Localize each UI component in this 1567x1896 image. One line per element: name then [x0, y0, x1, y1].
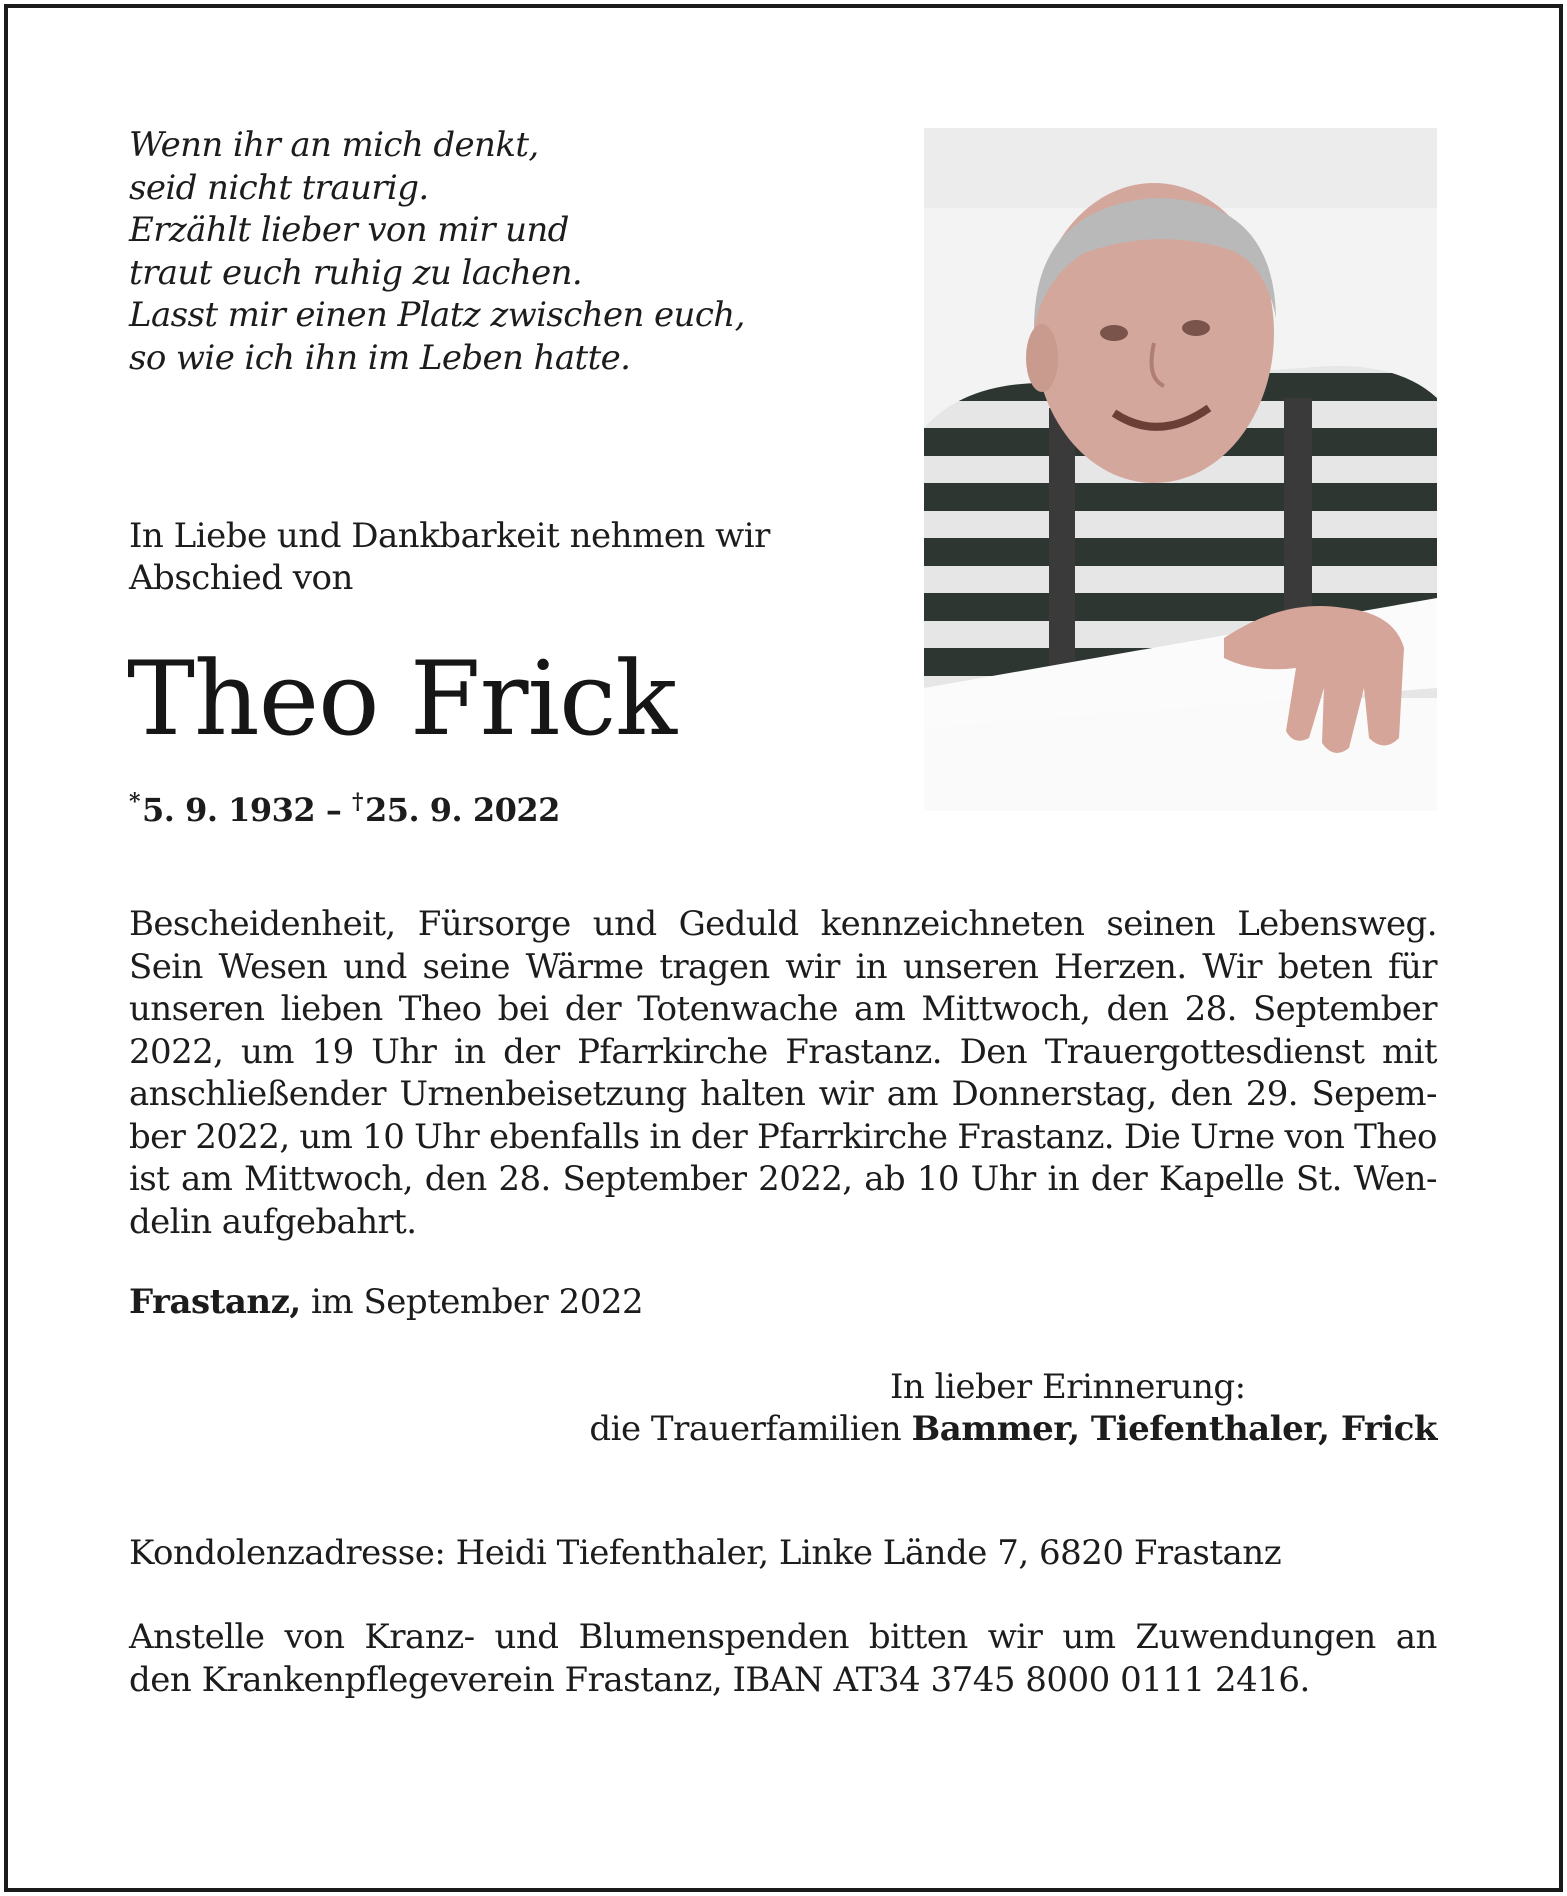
word: für	[1387, 946, 1437, 987]
word: am	[886, 1074, 939, 1114]
birth-date: 5. 9. 1932	[142, 791, 316, 829]
portrait-photo	[924, 128, 1437, 811]
donation-line	[129, 1616, 1437, 1659]
body-line	[129, 1073, 1437, 1116]
memory-heading: In lieber Erinnerung:	[890, 1367, 1246, 1407]
word: Uhr	[970, 1159, 1036, 1199]
body-line	[129, 946, 1437, 989]
word: 28.	[1184, 989, 1237, 1029]
body-line: delin aufgebahrt.	[129, 1201, 417, 1242]
word: von	[1284, 1116, 1345, 1157]
word: Wir	[1202, 946, 1262, 987]
word: Blumenspenden	[578, 1617, 849, 1657]
word: Urnenbeisetzung	[399, 1074, 687, 1114]
word: St.	[1295, 1159, 1342, 1199]
word: Wärme	[525, 946, 644, 987]
word: Fürsorge	[417, 904, 571, 944]
word: seinen	[1106, 904, 1216, 944]
word: am	[853, 989, 906, 1029]
word: ber	[129, 1116, 186, 1157]
word: und	[343, 946, 407, 987]
word: den	[1170, 1074, 1233, 1114]
word: Zuwendungen	[1135, 1617, 1376, 1657]
word: Frastanz.	[957, 1116, 1114, 1157]
word: von	[284, 1617, 345, 1657]
life-dates	[129, 777, 560, 835]
word: Wesen	[218, 946, 328, 987]
word: Uhr	[414, 1116, 480, 1157]
word: 29.	[1245, 1074, 1298, 1114]
word: der	[1090, 1159, 1148, 1199]
body-line	[129, 1158, 1437, 1201]
intro-line: In Liebe und Dankbarkeit nehmen wir	[129, 516, 770, 556]
word: der	[690, 1116, 748, 1157]
word: 10	[362, 1116, 405, 1157]
word: Bescheidenheit,	[129, 904, 396, 944]
word: den	[424, 1159, 487, 1199]
word: halten	[700, 1074, 806, 1114]
word: der	[503, 1031, 560, 1072]
word: tragen	[659, 946, 770, 987]
word: in	[453, 1031, 486, 1072]
word: kennzeichneten	[820, 904, 1085, 944]
word: anschließender	[129, 1074, 386, 1114]
mourning-families	[589, 1408, 1437, 1450]
word: 2022,	[758, 1159, 853, 1199]
word: Herzen.	[1053, 946, 1187, 987]
poem-line: Erzählt lieber von mir und	[129, 210, 569, 250]
word: Sein	[129, 946, 203, 987]
birth-symbol: *	[129, 789, 141, 815]
word: Pfarrkirche	[577, 1031, 768, 1072]
intro-line: Abschied von	[129, 558, 353, 598]
donation-note	[129, 1616, 1437, 1701]
poem-line: so wie ich ihn im Leben hatte.	[129, 337, 631, 378]
intro-text	[129, 515, 849, 599]
word: Pfarrkirche	[756, 1116, 948, 1157]
word: wir	[785, 946, 840, 987]
poem-line: traut euch ruhig zu lachen.	[129, 252, 583, 293]
word: Lebensweg.	[1237, 904, 1437, 944]
word: ab	[864, 1159, 906, 1199]
word: in	[1047, 1159, 1080, 1199]
word: der	[564, 989, 622, 1029]
word: ebenfalls	[488, 1116, 640, 1157]
word: Geduld	[678, 904, 799, 944]
word: 28.	[498, 1159, 551, 1199]
word: in	[855, 946, 888, 987]
word: Uhr	[371, 1031, 437, 1072]
word: am	[180, 1159, 233, 1199]
word: Totenwache	[637, 989, 838, 1029]
word: Mittwoch,	[244, 1159, 413, 1199]
word: Die	[1123, 1116, 1181, 1157]
poem-line: Wenn ihr an mich denkt,	[129, 125, 539, 165]
body-text	[129, 903, 1437, 1243]
word: 19	[311, 1031, 354, 1072]
word: in	[649, 1116, 681, 1157]
word: beten	[1277, 946, 1373, 987]
date-dash: –	[325, 791, 342, 829]
word: Mittwoch,	[921, 989, 1091, 1029]
word: 2022,	[129, 1031, 224, 1072]
families-prefix: die Trauerfamilien	[589, 1409, 902, 1449]
word: und	[494, 1617, 559, 1657]
word: seine	[422, 946, 510, 987]
word: unseren	[129, 989, 265, 1029]
word: und	[592, 904, 657, 944]
poem-line: seid nicht traurig.	[129, 167, 429, 208]
word: 2022,	[195, 1116, 290, 1157]
poem	[129, 124, 849, 379]
body-line	[129, 988, 1437, 1031]
word: Frastanz.	[785, 1031, 942, 1072]
word: bitten	[868, 1617, 968, 1657]
word: Theo	[1354, 1116, 1437, 1157]
word: Den	[959, 1031, 1028, 1072]
word: Sepem-	[1311, 1074, 1437, 1114]
place-town: Frastanz,	[129, 1282, 301, 1322]
poem-line: Lasst mir einen Platz zwischen euch,	[129, 295, 745, 335]
word: Kranz-	[364, 1617, 475, 1657]
word: Wen-	[1353, 1159, 1437, 1199]
word: an	[1395, 1617, 1437, 1657]
body-line	[129, 1116, 1437, 1159]
families-names: Bammer, Tiefenthaler, Frick	[911, 1409, 1437, 1449]
place-date	[129, 1281, 643, 1323]
word: Kapelle	[1158, 1159, 1285, 1199]
word: 10	[916, 1159, 959, 1199]
word: wir	[818, 1074, 874, 1114]
word: ist	[129, 1159, 170, 1199]
word: unseren	[902, 946, 1039, 987]
word: September	[1252, 989, 1437, 1029]
word: September	[562, 1159, 747, 1199]
word: um	[299, 1116, 353, 1157]
word: um	[1062, 1617, 1116, 1657]
word: Anstelle	[129, 1617, 265, 1657]
death-date: 25. 9. 2022	[364, 791, 560, 829]
body-line	[129, 903, 1437, 946]
condolence-address: Kondolenzadresse: Heidi Tiefenthaler, Linke Lände 7, 6820 Frastanz	[129, 1533, 1282, 1573]
deceased-name: Theo Frick	[127, 640, 677, 759]
death-symbol: †	[351, 789, 363, 815]
word: Urne	[1190, 1116, 1275, 1157]
word: bei	[497, 989, 549, 1029]
place-month: im September 2022	[311, 1282, 644, 1322]
word: lieben	[280, 989, 383, 1029]
donation-line: den Krankenpflegeverein Frastanz, IBAN AT34 3745 8000 0111 2416.	[129, 1659, 1310, 1700]
word: Trauergottesdienst	[1044, 1031, 1365, 1072]
word: um	[240, 1031, 294, 1072]
word: Theo	[398, 989, 482, 1029]
word: Donnerstag,	[951, 1074, 1157, 1114]
word: wir	[987, 1617, 1043, 1657]
word: den	[1106, 989, 1169, 1029]
body-line	[129, 1031, 1437, 1074]
word: mit	[1381, 1031, 1437, 1072]
